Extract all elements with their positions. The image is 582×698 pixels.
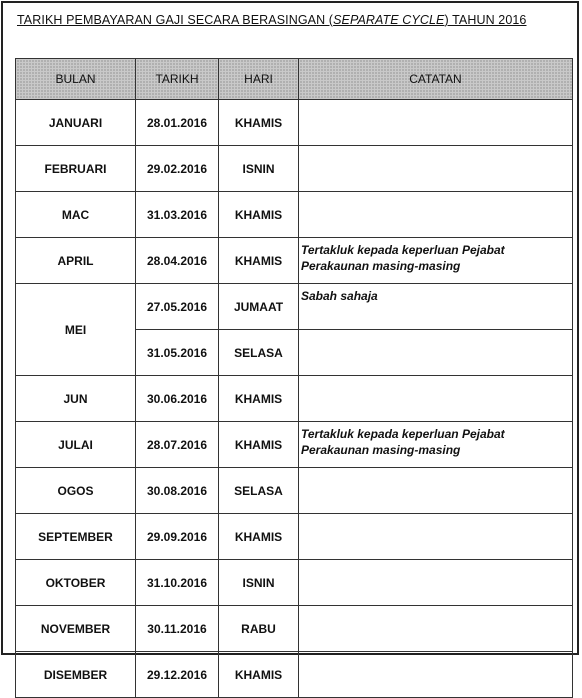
hari-cell: SELASA (219, 468, 299, 514)
catatan-cell (299, 606, 573, 652)
table-row (16, 376, 573, 422)
catatan-cell (299, 652, 573, 698)
bulan-cell: JULAI (16, 422, 136, 468)
hari-cell: ISNIN (219, 146, 299, 192)
catatan-cell (299, 146, 573, 192)
document-page (1, 1, 579, 682)
hari-cell: KHAMIS (219, 376, 299, 422)
bulan-cell: JUN (16, 376, 136, 422)
tarikh-cell: 30.08.2016 (136, 468, 219, 514)
table-row (16, 560, 573, 606)
hari-cell: KHAMIS (219, 514, 299, 560)
catatan-cell (299, 514, 573, 560)
table-row (16, 284, 573, 330)
catatan-cell (299, 560, 573, 606)
hari-cell: KHAMIS (219, 652, 299, 698)
header-tarikh: TARIKH (136, 59, 219, 100)
tarikh-cell: 29.02.2016 (136, 146, 219, 192)
header-bulan: BULAN (16, 59, 136, 100)
table-row (16, 100, 573, 146)
catatan-cell (299, 330, 573, 376)
hari-cell: KHAMIS (219, 192, 299, 238)
title-suffix: ) TAHUN 2016 (444, 13, 527, 27)
header-catatan: CATATAN (299, 59, 573, 100)
catatan-line: Perakaunan masing-masing (301, 259, 461, 273)
catatan-cell (299, 422, 573, 468)
catatan-line: Perakaunan masing-masing (301, 443, 461, 457)
tarikh-cell: 30.06.2016 (136, 376, 219, 422)
bulan-cell: MAC (16, 192, 136, 238)
hari-cell: RABU (219, 606, 299, 652)
bulan-cell: DISEMBER (16, 652, 136, 698)
title-italic: SEPARATE CYCLE (333, 13, 445, 27)
document-title (17, 13, 527, 27)
tarikh-cell: 28.01.2016 (136, 100, 219, 146)
table-row (16, 468, 573, 514)
tarikh-cell: 30.11.2016 (136, 606, 219, 652)
table-row (16, 192, 573, 238)
catatan-line: Tertakluk kepada keperluan Pejabat (301, 427, 505, 441)
tarikh-cell: 31.05.2016 (136, 330, 219, 376)
table-row (16, 652, 573, 698)
hari-cell: KHAMIS (219, 100, 299, 146)
tarikh-cell: 31.03.2016 (136, 192, 219, 238)
bulan-cell: FEBRUARI (16, 146, 136, 192)
hari-cell: SELASA (219, 330, 299, 376)
catatan-line: Tertakluk kepada keperluan Pejabat (301, 243, 505, 257)
table-row (16, 422, 573, 468)
hari-cell: ISNIN (219, 560, 299, 606)
table-header-row (16, 59, 573, 100)
tarikh-cell: 31.10.2016 (136, 560, 219, 606)
catatan-cell (299, 192, 573, 238)
bulan-cell: APRIL (16, 238, 136, 284)
tarikh-cell: 29.09.2016 (136, 514, 219, 560)
catatan-cell: Sabah sahaja (299, 284, 573, 330)
table-row (16, 146, 573, 192)
bulan-cell: JANUARI (16, 100, 136, 146)
tarikh-cell: 28.07.2016 (136, 422, 219, 468)
hari-cell: KHAMIS (219, 422, 299, 468)
tarikh-cell: 28.04.2016 (136, 238, 219, 284)
tarikh-cell: 27.05.2016 (136, 284, 219, 330)
bulan-cell: SEPTEMBER (16, 514, 136, 560)
table-row (16, 238, 573, 284)
table-row (16, 514, 573, 560)
catatan-cell (299, 238, 573, 284)
header-hari: HARI (219, 59, 299, 100)
bulan-cell: NOVEMBER (16, 606, 136, 652)
payment-schedule-table (15, 58, 573, 698)
bulan-cell: OKTOBER (16, 560, 136, 606)
hari-cell: JUMAAT (219, 284, 299, 330)
title-prefix: TARIKH PEMBAYARAN GAJI SECARA BERASINGAN ( (17, 13, 334, 27)
table-row (16, 606, 573, 652)
catatan-cell (299, 376, 573, 422)
bulan-cell: OGOS (16, 468, 136, 514)
catatan-cell (299, 100, 573, 146)
bulan-cell: MEI (16, 284, 136, 376)
hari-cell: KHAMIS (219, 238, 299, 284)
catatan-cell (299, 468, 573, 514)
tarikh-cell: 29.12.2016 (136, 652, 219, 698)
